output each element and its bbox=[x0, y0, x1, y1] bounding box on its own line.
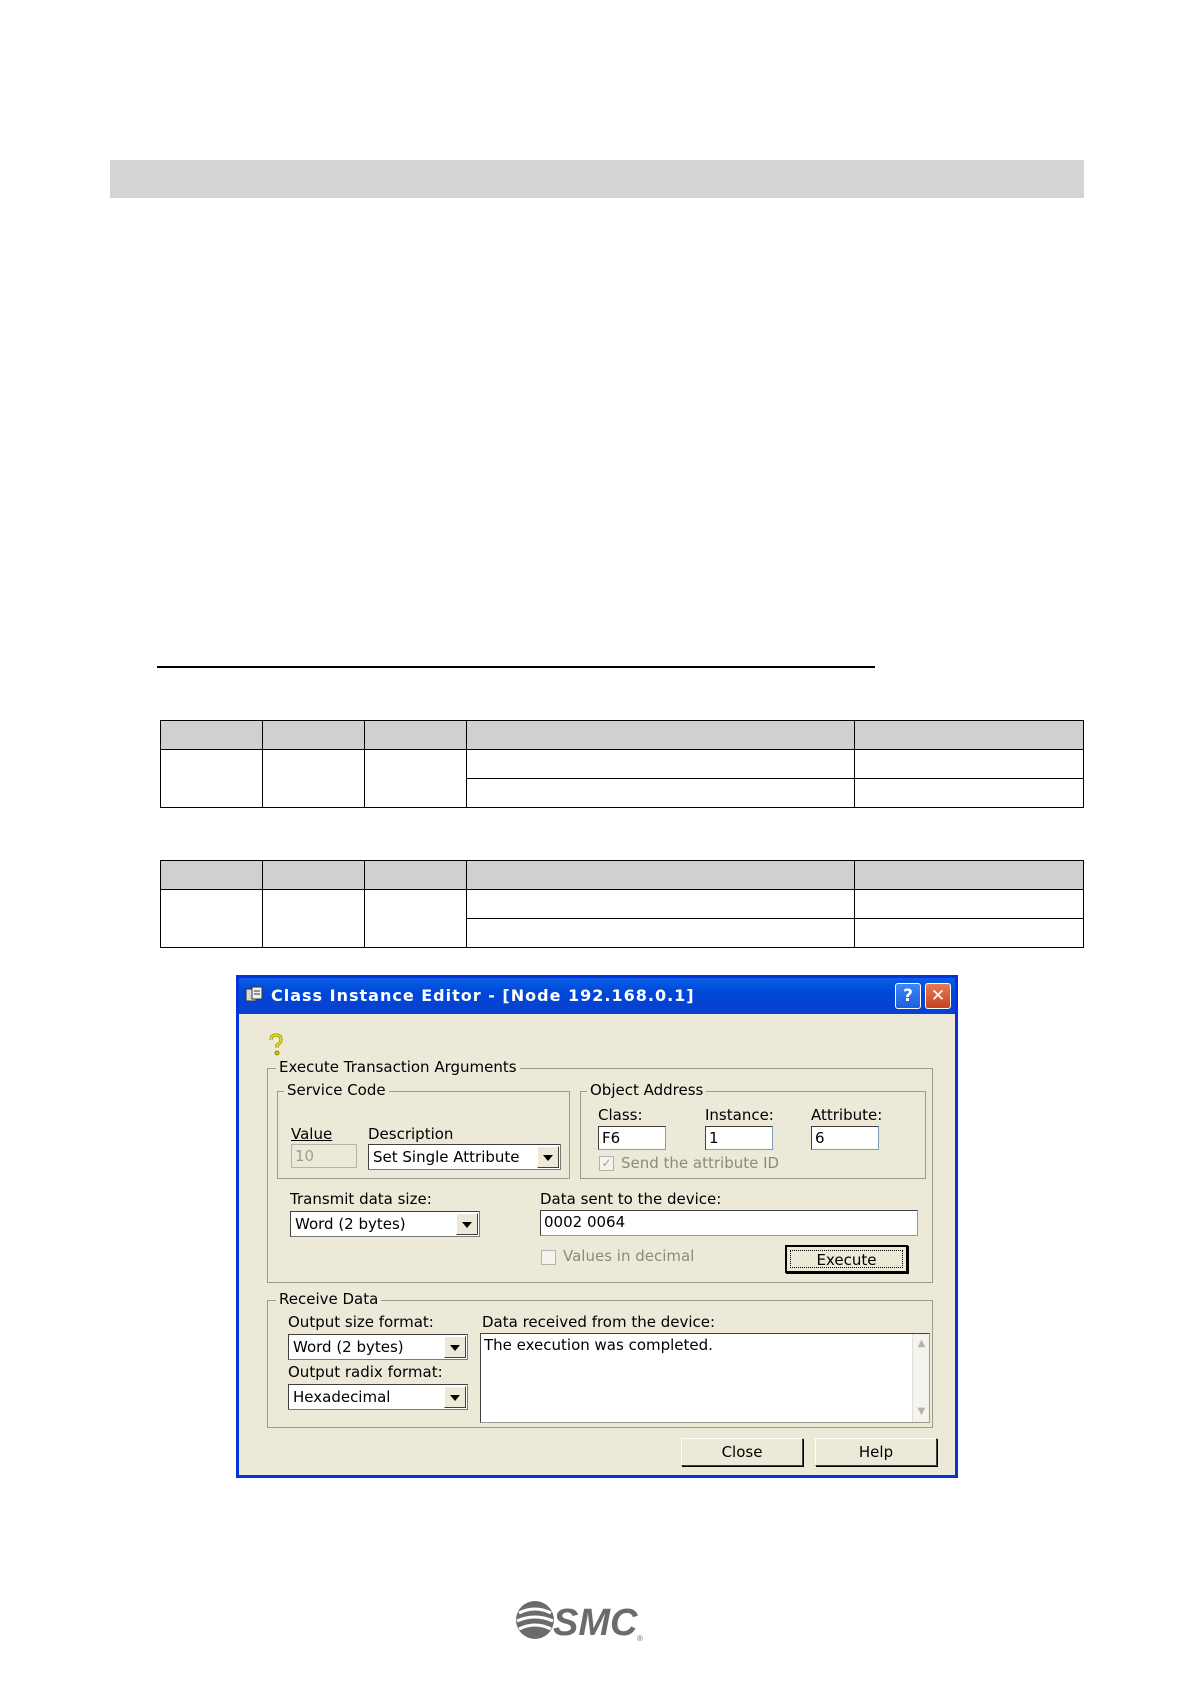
output-size-label: Output size format: bbox=[288, 1313, 434, 1331]
values-decimal-checkbox[interactable] bbox=[541, 1250, 556, 1265]
titlebar-close-button[interactable]: ✕ bbox=[925, 983, 951, 1009]
service-value-field[interactable]: 10 bbox=[291, 1144, 357, 1168]
transmit-size-dropdown[interactable] bbox=[290, 1211, 480, 1237]
attribute-table-1 bbox=[160, 720, 1084, 808]
execute-button-label: Execute bbox=[790, 1250, 903, 1268]
table-header-row bbox=[161, 721, 1084, 750]
dialog-title: Class Instance Editor - [Node 192.168.0.1] bbox=[271, 986, 695, 1005]
data-received-text: The execution was completed. bbox=[484, 1336, 713, 1354]
chevron-down-icon bbox=[543, 1155, 553, 1161]
data-received-textarea[interactable] bbox=[480, 1333, 930, 1423]
attribute-input[interactable]: 6 bbox=[811, 1126, 879, 1150]
values-decimal-label: Values in decimal bbox=[563, 1247, 695, 1265]
chevron-down-icon bbox=[462, 1222, 472, 1228]
scroll-up-icon[interactable]: ▲ bbox=[917, 1338, 926, 1349]
instance-label: Instance: bbox=[705, 1106, 774, 1124]
attribute-table-2 bbox=[160, 860, 1084, 948]
send-attribute-checkbox[interactable]: ✓ bbox=[599, 1156, 614, 1171]
service-code-group bbox=[277, 1081, 570, 1179]
smc-globe-icon bbox=[516, 1601, 554, 1639]
section-heading-bar bbox=[110, 160, 1084, 198]
help-button[interactable]: Help bbox=[815, 1438, 937, 1466]
output-size-value: Word (2 bytes) bbox=[293, 1338, 404, 1356]
transmit-size-value: Word (2 bytes) bbox=[295, 1215, 406, 1233]
instance-input[interactable]: 1 bbox=[705, 1126, 773, 1150]
logo-text: SMC bbox=[553, 1602, 638, 1644]
service-code-legend: Service Code bbox=[284, 1081, 389, 1099]
close-button[interactable]: Close bbox=[681, 1438, 803, 1466]
object-address-legend: Object Address bbox=[587, 1081, 706, 1099]
value-label: Value bbox=[291, 1125, 333, 1143]
description-label: Description bbox=[368, 1125, 454, 1143]
output-radix-dropdown[interactable] bbox=[288, 1384, 468, 1410]
chevron-down-icon bbox=[450, 1395, 460, 1401]
output-radix-label: Output radix format: bbox=[288, 1363, 443, 1381]
receive-data-group bbox=[267, 1290, 933, 1428]
send-attribute-label: Send the attribute ID bbox=[621, 1154, 780, 1172]
app-icon bbox=[245, 986, 263, 1004]
scroll-down-icon[interactable]: ▼ bbox=[917, 1406, 926, 1417]
data-sent-input[interactable]: 0002 0064 bbox=[540, 1210, 918, 1236]
dropdown-arrow-button[interactable] bbox=[456, 1213, 478, 1235]
class-label: Class: bbox=[598, 1106, 643, 1124]
dropdown-arrow-button[interactable] bbox=[537, 1146, 559, 1168]
heading-underline bbox=[157, 666, 875, 668]
question-hint-icon bbox=[267, 1033, 285, 1057]
execute-transaction-group bbox=[267, 1058, 933, 1283]
table-header-row bbox=[161, 861, 1084, 890]
object-address-group bbox=[580, 1081, 926, 1179]
vertical-scrollbar[interactable] bbox=[912, 1334, 929, 1422]
transmit-size-label: Transmit data size: bbox=[290, 1190, 432, 1208]
smc-logo bbox=[515, 1595, 645, 1645]
service-description-dropdown[interactable] bbox=[368, 1144, 561, 1170]
registered-mark: ® bbox=[637, 1634, 643, 1643]
execute-transaction-legend: Execute Transaction Arguments bbox=[276, 1058, 520, 1076]
data-received-label: Data received from the device: bbox=[482, 1313, 716, 1331]
execute-button[interactable] bbox=[785, 1245, 908, 1273]
titlebar-help-button[interactable]: ? bbox=[895, 983, 921, 1009]
dialog-titlebar[interactable] bbox=[239, 978, 955, 1014]
class-input[interactable]: F6 bbox=[598, 1126, 666, 1150]
class-instance-editor-dialog bbox=[236, 975, 958, 1478]
table-row bbox=[161, 750, 1084, 779]
table-row bbox=[161, 890, 1084, 919]
output-size-dropdown[interactable] bbox=[288, 1334, 468, 1360]
output-radix-value: Hexadecimal bbox=[293, 1388, 391, 1406]
service-description-value: Set Single Attribute bbox=[373, 1148, 520, 1166]
data-sent-label: Data sent to the device: bbox=[540, 1190, 722, 1208]
dropdown-arrow-button[interactable] bbox=[444, 1336, 466, 1358]
receive-data-legend: Receive Data bbox=[276, 1290, 381, 1308]
dropdown-arrow-button[interactable] bbox=[444, 1386, 466, 1408]
chevron-down-icon bbox=[450, 1345, 460, 1351]
attribute-label: Attribute: bbox=[811, 1106, 883, 1124]
